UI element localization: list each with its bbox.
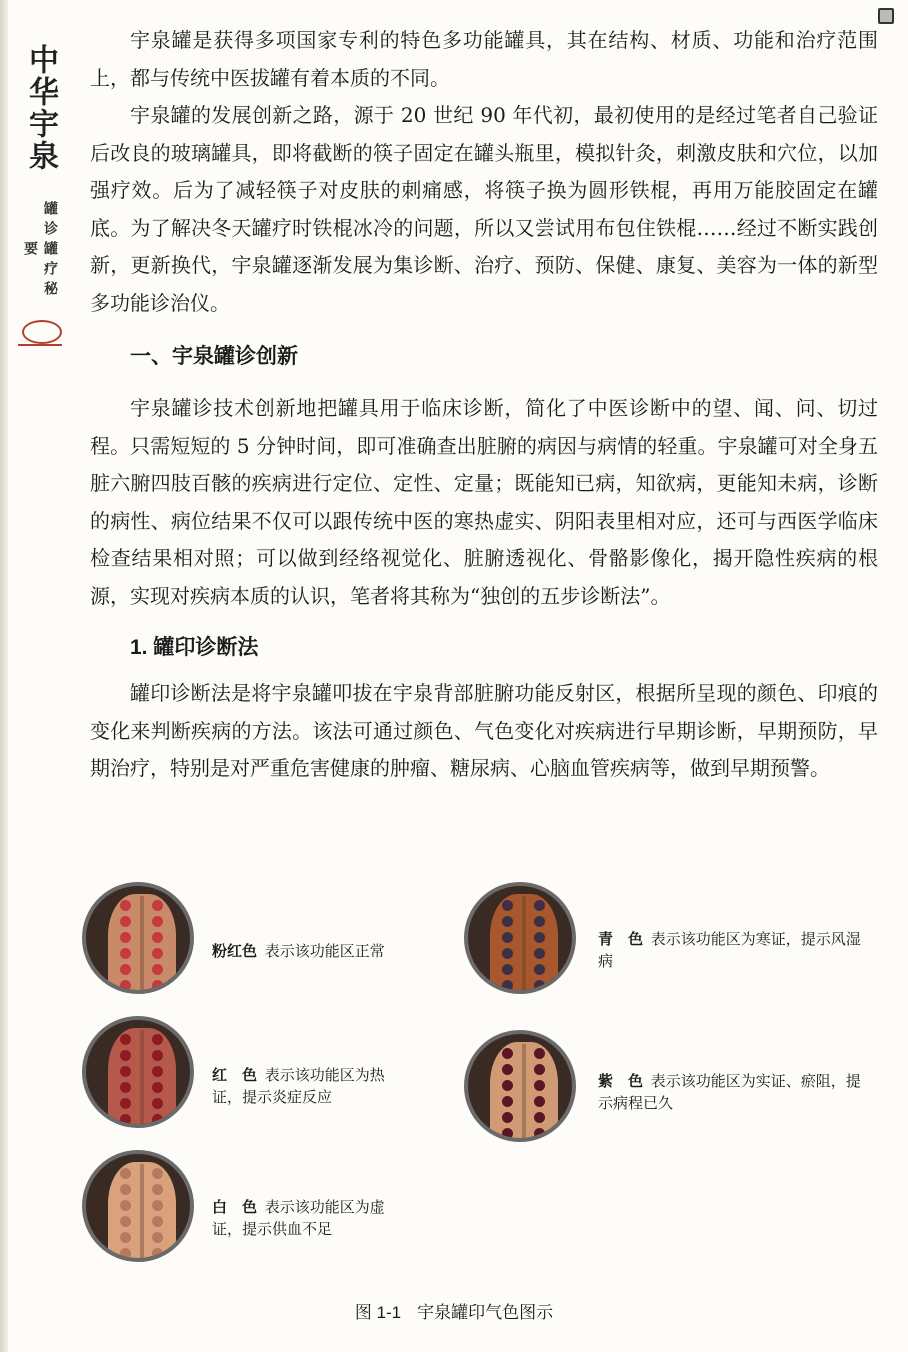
cupping-mark — [152, 1200, 163, 1211]
cupping-mark — [120, 1098, 131, 1109]
color-description: 表示该功能区为实证、瘀阻，提示病程已久 — [598, 1072, 861, 1112]
figure-caption — [0, 1298, 908, 1323]
color-tag: 紫 色 — [598, 1072, 644, 1090]
cupping-mark — [534, 1128, 545, 1139]
back-photo — [82, 1150, 194, 1262]
spine-line — [140, 1030, 144, 1128]
cupping-mark — [152, 932, 163, 943]
cupping-mark — [120, 1248, 131, 1259]
cupping-mark — [534, 964, 545, 975]
cupping-mark — [152, 900, 163, 911]
subsection-heading: 1. 罐印诊断法 — [130, 636, 259, 659]
cupping-mark — [534, 980, 545, 991]
page-edge — [0, 0, 8, 1352]
cupping-mark — [534, 948, 545, 959]
cupping-mark — [534, 916, 545, 927]
seal-ornament — [18, 316, 62, 346]
cupping-mark-figure — [78, 868, 878, 1288]
cupping-mark — [152, 916, 163, 927]
paragraph: 宇泉罐是获得多项国家专利的特色多功能罐具，其在结构、材质、功能和治疗范围上，都与传统中医拔罐有着本质的不同。 — [90, 28, 878, 90]
cupping-mark — [152, 980, 163, 991]
figure-number: 图 1-1 — [354, 1303, 402, 1322]
cupping-mark — [120, 948, 131, 959]
cupping-mark — [534, 932, 545, 943]
cupping-mark — [152, 1232, 163, 1243]
cupping-mark — [152, 1034, 163, 1045]
color-description: 表示该功能区为虚证，提示供血不足 — [212, 1198, 385, 1238]
cupping-mark — [502, 1112, 513, 1123]
color-tag: 红 色 — [212, 1066, 258, 1084]
cupping-mark — [120, 1066, 131, 1077]
cupping-mark — [502, 916, 513, 927]
cupping-mark — [534, 900, 545, 911]
color-description: 表示该功能区为热证，提示炎症反应 — [212, 1066, 385, 1106]
cupping-mark — [120, 1114, 131, 1125]
cupping-mark — [502, 1080, 513, 1091]
back-photo — [464, 1030, 576, 1142]
cupping-mark — [534, 1048, 545, 1059]
cupping-mark — [120, 1200, 131, 1211]
section-heading: 一、宇泉罐诊创新 — [130, 345, 298, 368]
cupping-mark — [120, 1216, 131, 1227]
cupping-mark — [152, 1216, 163, 1227]
cupping-mark — [502, 1128, 513, 1139]
cupping-mark — [120, 1168, 131, 1179]
cupping-mark — [502, 1064, 513, 1075]
paragraph: 宇泉罐的发展创新之路，源于 20 世纪 90 年代初，最初使用的是经过笔者自己验证后改良的玻璃罐具，即将截断的筷子固定在罐头瓶里，模拟针灸，刺激皮肤和穴位，以加强疗效。后为了减轻筷子对皮肤的刺痛感，将筷子换为圆形铁棍，再用万能胶固定在罐底。为了解决冬天罐疗时铁棍冰冷的问题，所以又尝试用布包住铁棍……经过不断实践创新，更新换代，宇泉罐逐渐发展为集诊断、治疗、预防、保健、康复、美容为一体的新型多功能诊治仪。 — [90, 103, 878, 315]
cupping-mark — [502, 948, 513, 959]
cupping-mark — [120, 1184, 131, 1195]
cupping-mark — [152, 1114, 163, 1125]
paragraph: 罐印诊断法是将宇泉罐叩拔在宇泉背部脏腑功能反射区，根据所呈现的颜色、印痕的变化来判断疾病的方法。该法可通过颜色、气色变化对疾病进行早期诊断，早期预防，早期治疗，特别是对严重危害健康的肿瘤、糖尿病、心脑血管疾病等，做到早期预警。 — [90, 681, 878, 780]
cupping-mark — [120, 932, 131, 943]
cupping-mark — [120, 1232, 131, 1243]
cupping-mark — [152, 1248, 163, 1259]
cupping-mark — [502, 1048, 513, 1059]
corner-mark — [878, 8, 894, 24]
cupping-mark — [502, 900, 513, 911]
cupping-mark — [152, 1082, 163, 1093]
cupping-mark — [152, 1184, 163, 1195]
spine-line — [522, 1044, 526, 1142]
cupping-mark — [534, 1064, 545, 1075]
running-head — [12, 28, 68, 346]
cupping-mark — [120, 964, 131, 975]
cupping-mark — [534, 1112, 545, 1123]
body-text — [90, 22, 878, 788]
color-tag: 青 色 — [598, 930, 644, 948]
cupping-mark — [120, 1034, 131, 1045]
cupping-mark — [534, 1080, 545, 1091]
cupping-mark — [502, 980, 513, 991]
back-photo — [82, 882, 194, 994]
cupping-mark — [502, 964, 513, 975]
paragraph: 宇泉罐诊技术创新地把罐具用于临床诊断，简化了中医诊断中的望、闻、问、切过程。只需短短的 5 分钟时间，即可准确查出脏腑的病因与病情的轻重。宇泉罐可对全身五脏六腑四肢百骸的疾病进行定位、定性、定量；既能知已病，知欲病，更能知未病，诊断的病性、病位结果不仅可以跟传统中医的寒热虚实、阴阳表里相对应，还可与西医学临床检查结果相对照；可以做到经络视觉化、脏腑透视化、骨骼影像化，揭开隐性疾病的根源，实现对疾病本质的认识，笔者将其称为“独创的五步诊断法”。 — [90, 396, 878, 608]
cupping-mark — [120, 900, 131, 911]
spine-line — [522, 896, 526, 994]
cupping-mark — [152, 1050, 163, 1061]
cupping-mark — [152, 1168, 163, 1179]
cupping-mark — [120, 916, 131, 927]
cupping-mark — [120, 1082, 131, 1093]
cupping-mark — [120, 1050, 131, 1061]
cupping-mark — [120, 980, 131, 991]
figure-title: 宇泉罐印气色图示 — [417, 1303, 554, 1322]
spine-line — [140, 1164, 144, 1262]
cupping-mark — [152, 1098, 163, 1109]
color-tag: 白 色 — [212, 1198, 258, 1216]
cupping-mark — [152, 1066, 163, 1077]
back-photo — [464, 882, 576, 994]
cupping-mark — [152, 948, 163, 959]
spine-line — [140, 896, 144, 994]
color-tag: 粉红色 — [212, 942, 258, 960]
book-subtitle: 罐诊罐疗秘要 — [22, 201, 58, 301]
cupping-mark — [152, 964, 163, 975]
color-description: 表示该功能区为寒证，提示风湿病 — [598, 930, 861, 970]
book-title: 中华宇泉 — [23, 44, 58, 172]
cupping-mark — [534, 1096, 545, 1107]
color-description: 表示该功能区正常 — [264, 942, 385, 960]
back-photo — [82, 1016, 194, 1128]
cupping-mark — [502, 932, 513, 943]
cupping-mark — [502, 1096, 513, 1107]
